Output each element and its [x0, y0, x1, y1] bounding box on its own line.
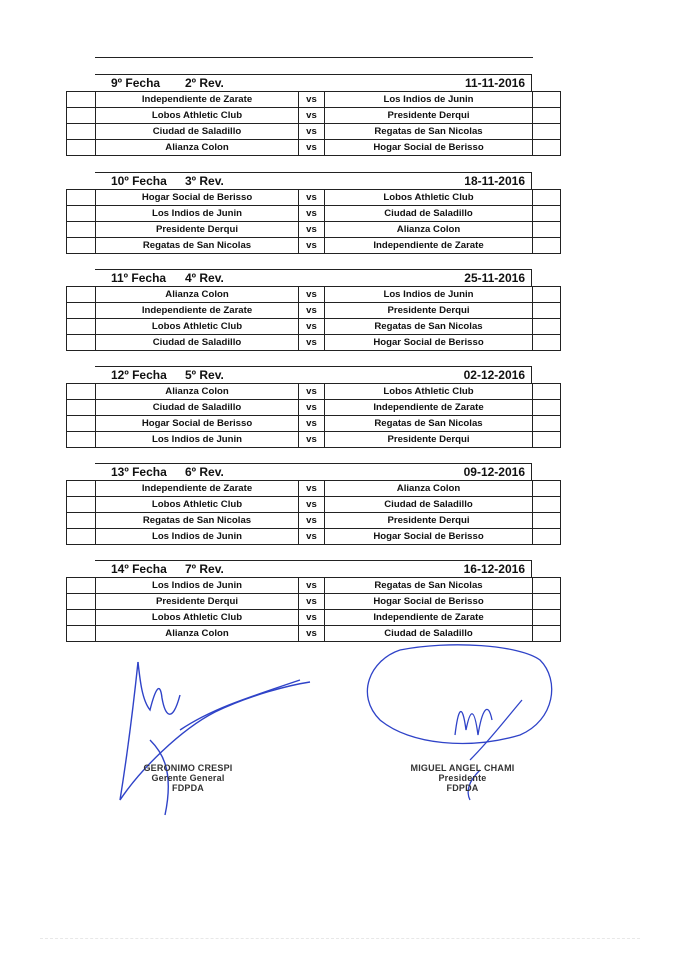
vs-label: vs — [299, 287, 325, 303]
rev-label: 5º Rev. — [185, 368, 224, 382]
right-signatory-stamp — [400, 763, 525, 793]
matches-table — [66, 383, 561, 448]
left-signatory-name: GERONIMO CRESPI — [143, 763, 233, 773]
pad-cell — [67, 124, 96, 140]
left-signatory-stamp — [138, 763, 238, 793]
pad-cell — [67, 92, 96, 108]
away-team: Lobos Athletic Club — [325, 190, 533, 206]
table-row — [67, 319, 561, 335]
away-team: Alianza Colon — [325, 481, 533, 497]
table-row — [67, 140, 561, 156]
home-team: Hogar Social de Berisso — [96, 190, 299, 206]
fixture-block — [66, 74, 560, 156]
home-team: Los Indios de Junin — [96, 206, 299, 222]
vs-label: vs — [299, 529, 325, 545]
fixture-block — [66, 463, 560, 545]
top-rule — [95, 57, 533, 58]
pad-cell — [67, 481, 96, 497]
end-cell — [533, 335, 561, 351]
home-team: Hogar Social de Berisso — [96, 416, 299, 432]
end-cell — [533, 124, 561, 140]
away-team: Hogar Social de Berisso — [325, 140, 533, 156]
away-team: Independiente de Zarate — [325, 238, 533, 254]
pad-cell — [67, 610, 96, 626]
home-team: Independiente de Zarate — [96, 303, 299, 319]
right-signatory-org: FDPDA — [446, 783, 479, 793]
fixture-block — [66, 366, 560, 448]
home-team: Presidente Derqui — [96, 594, 299, 610]
away-team: Alianza Colon — [325, 222, 533, 238]
pad-cell — [67, 206, 96, 222]
fixture-header — [95, 269, 532, 286]
end-cell — [533, 238, 561, 254]
table-row — [67, 610, 561, 626]
rev-label: 7º Rev. — [185, 562, 224, 576]
end-cell — [533, 384, 561, 400]
table-row — [67, 108, 561, 124]
away-team: Hogar Social de Berisso — [325, 529, 533, 545]
vs-label: vs — [299, 610, 325, 626]
vs-label: vs — [299, 319, 325, 335]
vs-label: vs — [299, 578, 325, 594]
vs-label: vs — [299, 626, 325, 642]
rev-label: 3º Rev. — [185, 174, 224, 188]
table-row — [67, 190, 561, 206]
fixture-header — [95, 172, 532, 189]
table-row — [67, 124, 561, 140]
match-date: 09-12-2016 — [463, 465, 525, 479]
vs-label: vs — [299, 124, 325, 140]
table-row — [67, 206, 561, 222]
away-team: Hogar Social de Berisso — [325, 594, 533, 610]
end-cell — [533, 319, 561, 335]
home-team: Alianza Colon — [96, 626, 299, 642]
end-cell — [533, 303, 561, 319]
home-team: Lobos Athletic Club — [96, 497, 299, 513]
round-label: 10º Fecha — [111, 174, 167, 188]
home-team: Ciudad de Saladillo — [96, 335, 299, 351]
pad-cell — [67, 303, 96, 319]
right-signatory-role: Presidente — [438, 773, 487, 783]
away-team: Los Indios de Junin — [325, 287, 533, 303]
rev-label: 6º Rev. — [185, 465, 224, 479]
table-row — [67, 432, 561, 448]
pad-cell — [67, 513, 96, 529]
round-label: 12º Fecha — [111, 368, 167, 382]
fixture-header — [95, 560, 532, 577]
table-row — [67, 222, 561, 238]
bottom-faint-line — [40, 938, 640, 939]
home-team: Alianza Colon — [96, 384, 299, 400]
matches-table — [66, 577, 561, 642]
vs-label: vs — [299, 481, 325, 497]
pad-cell — [67, 497, 96, 513]
table-row — [67, 578, 561, 594]
table-row — [67, 497, 561, 513]
away-team: Regatas de San Nicolas — [325, 319, 533, 335]
end-cell — [533, 594, 561, 610]
fixture-block — [66, 269, 560, 351]
pad-cell — [67, 140, 96, 156]
vs-label: vs — [299, 206, 325, 222]
pad-cell — [67, 238, 96, 254]
left-signatory-role: Gerente General — [151, 773, 225, 783]
end-cell — [533, 287, 561, 303]
signatures-area — [0, 640, 679, 840]
end-cell — [533, 497, 561, 513]
matches-table — [66, 480, 561, 545]
vs-label: vs — [299, 190, 325, 206]
pad-cell — [67, 578, 96, 594]
home-team: Alianza Colon — [96, 140, 299, 156]
pad-cell — [67, 335, 96, 351]
home-team: Los Indios de Junin — [96, 529, 299, 545]
pad-cell — [67, 190, 96, 206]
away-team: Ciudad de Saladillo — [325, 626, 533, 642]
left-signatory-org: FDPDA — [172, 783, 204, 793]
round-label: 14º Fecha — [111, 562, 167, 576]
vs-label: vs — [299, 400, 325, 416]
vs-label: vs — [299, 92, 325, 108]
pad-cell — [67, 432, 96, 448]
home-team: Lobos Athletic Club — [96, 610, 299, 626]
vs-label: vs — [299, 513, 325, 529]
table-row — [67, 384, 561, 400]
table-row — [67, 400, 561, 416]
table-row — [67, 594, 561, 610]
away-team: Presidente Derqui — [325, 513, 533, 529]
home-team: Ciudad de Saladillo — [96, 124, 299, 140]
away-team: Hogar Social de Berisso — [325, 335, 533, 351]
vs-label: vs — [299, 303, 325, 319]
match-date: 16-12-2016 — [463, 562, 525, 576]
end-cell — [533, 513, 561, 529]
table-row — [67, 287, 561, 303]
fixture-block — [66, 172, 560, 254]
away-team: Los Indios de Junin — [325, 92, 533, 108]
vs-label: vs — [299, 594, 325, 610]
away-team: Presidente Derqui — [325, 432, 533, 448]
round-label: 11º Fecha — [111, 271, 167, 285]
end-cell — [533, 481, 561, 497]
fixture-header — [95, 74, 532, 91]
pad-cell — [67, 416, 96, 432]
pad-cell — [67, 287, 96, 303]
home-team: Los Indios de Junin — [96, 578, 299, 594]
home-team: Independiente de Zarate — [96, 92, 299, 108]
away-team: Regatas de San Nicolas — [325, 124, 533, 140]
away-team: Presidente Derqui — [325, 303, 533, 319]
right-signatory-name: MIGUEL ANGEL CHAMI — [410, 763, 515, 773]
home-team: Lobos Athletic Club — [96, 108, 299, 124]
end-cell — [533, 190, 561, 206]
home-team: Regatas de San Nicolas — [96, 513, 299, 529]
table-row — [67, 335, 561, 351]
away-team: Regatas de San Nicolas — [325, 578, 533, 594]
end-cell — [533, 222, 561, 238]
table-row — [67, 513, 561, 529]
away-team: Ciudad de Saladillo — [325, 206, 533, 222]
table-row — [67, 529, 561, 545]
fixture-header — [95, 366, 532, 383]
end-cell — [533, 432, 561, 448]
fixture-header — [95, 463, 532, 480]
vs-label: vs — [299, 497, 325, 513]
pad-cell — [67, 400, 96, 416]
vs-label: vs — [299, 108, 325, 124]
away-team: Lobos Athletic Club — [325, 384, 533, 400]
table-row — [67, 92, 561, 108]
vs-label: vs — [299, 432, 325, 448]
vs-label: vs — [299, 416, 325, 432]
away-team: Regatas de San Nicolas — [325, 416, 533, 432]
away-team: Ciudad de Saladillo — [325, 497, 533, 513]
end-cell — [533, 140, 561, 156]
match-date: 25-11-2016 — [464, 271, 525, 285]
end-cell — [533, 92, 561, 108]
pad-cell — [67, 529, 96, 545]
end-cell — [533, 108, 561, 124]
home-team: Independiente de Zarate — [96, 481, 299, 497]
vs-label: vs — [299, 238, 325, 254]
match-date: 11-11-2016 — [464, 76, 525, 90]
vs-label: vs — [299, 140, 325, 156]
vs-label: vs — [299, 222, 325, 238]
pad-cell — [67, 594, 96, 610]
pad-cell — [67, 384, 96, 400]
vs-label: vs — [299, 335, 325, 351]
table-row — [67, 303, 561, 319]
away-team: Presidente Derqui — [325, 108, 533, 124]
away-team: Independiente de Zarate — [325, 400, 533, 416]
vs-label: vs — [299, 384, 325, 400]
matches-table — [66, 189, 561, 254]
rev-label: 2º Rev. — [185, 76, 224, 90]
rev-label: 4º Rev. — [185, 271, 224, 285]
end-cell — [533, 578, 561, 594]
table-row — [67, 238, 561, 254]
away-team: Independiente de Zarate — [325, 610, 533, 626]
end-cell — [533, 529, 561, 545]
match-date: 18-11-2016 — [464, 174, 525, 188]
pad-cell — [67, 108, 96, 124]
end-cell — [533, 416, 561, 432]
home-team: Lobos Athletic Club — [96, 319, 299, 335]
matches-table — [66, 91, 561, 156]
fixture-block — [66, 560, 560, 642]
matches-table — [66, 286, 561, 351]
home-team: Alianza Colon — [96, 287, 299, 303]
home-team: Presidente Derqui — [96, 222, 299, 238]
home-team: Ciudad de Saladillo — [96, 400, 299, 416]
end-cell — [533, 400, 561, 416]
end-cell — [533, 206, 561, 222]
round-label: 9º Fecha — [111, 76, 161, 90]
pad-cell — [67, 222, 96, 238]
table-row — [67, 481, 561, 497]
match-date: 02-12-2016 — [463, 368, 525, 382]
round-label: 13º Fecha — [111, 465, 167, 479]
home-team: Regatas de San Nicolas — [96, 238, 299, 254]
end-cell — [533, 610, 561, 626]
pad-cell — [67, 319, 96, 335]
table-row — [67, 416, 561, 432]
home-team: Los Indios de Junin — [96, 432, 299, 448]
